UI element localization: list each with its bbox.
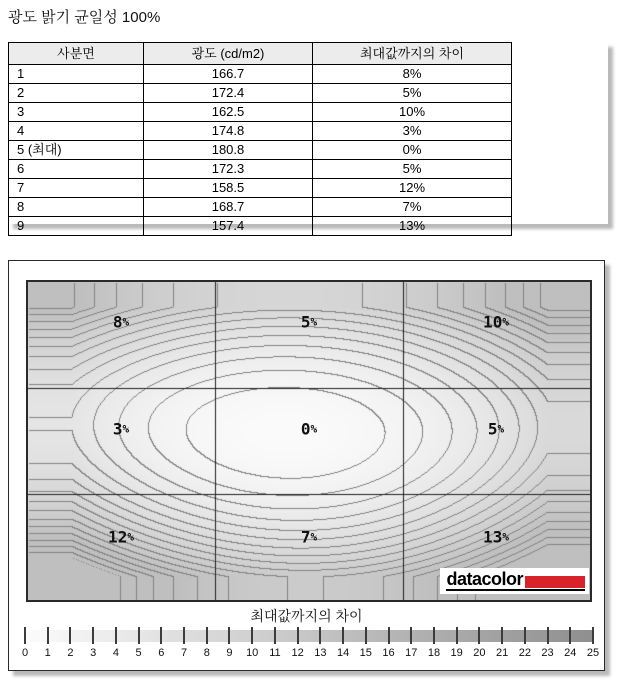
- uniformity-table: [8, 42, 512, 236]
- colorbar-tick-label: 9: [226, 647, 233, 659]
- colorbar-tick-mark: [456, 627, 458, 644]
- table-row: [9, 84, 512, 103]
- colorbar-tick-label: 22: [518, 647, 531, 659]
- luminance-cell: 174.8: [144, 122, 313, 141]
- luminance-cell: 166.7: [144, 65, 313, 84]
- colorbar-ticks: [25, 627, 593, 644]
- uniformity-table-panel: [8, 42, 608, 233]
- table-row: [9, 65, 512, 84]
- colorbar-tick-label: 20: [473, 647, 486, 659]
- colorbar-tick-mark: [138, 627, 140, 644]
- colorbar-tick-label: 19: [450, 647, 463, 659]
- quadrant-cell: 1: [9, 65, 144, 84]
- colorbar-tick-mark: [69, 627, 71, 644]
- colorbar-tick-mark: [524, 627, 526, 644]
- luminance-cell: 158.5: [144, 179, 313, 198]
- colorbar-tick-mark: [388, 627, 390, 644]
- colorbar-tick-label: 4: [112, 647, 119, 659]
- luminance-cell: 162.5: [144, 103, 313, 122]
- delta-cell: 3%: [313, 122, 512, 141]
- colorbar-tick-labels: [21, 647, 600, 660]
- colorbar-tick-label: 24: [564, 647, 577, 659]
- colorbar-tick-label: 10: [246, 647, 259, 659]
- column-header-luminance: 광도 (cd/m2): [144, 43, 313, 65]
- colorbar-tick-mark: [183, 627, 185, 644]
- quadrant-cell: 7: [9, 179, 144, 198]
- column-header-delta: 최대값까지의 차이: [313, 43, 512, 65]
- delta-cell: 10%: [313, 103, 512, 122]
- colorbar-tick-mark: [228, 627, 230, 644]
- table-row: [9, 122, 512, 141]
- colorbar-tick-label: 13: [314, 647, 327, 659]
- page-title: 광도 밝기 균일성 100%: [8, 9, 161, 26]
- contour-label-q9: 13%: [483, 527, 509, 547]
- datacolor-logo-inner: [446, 571, 585, 591]
- colorbar-tick-mark: [410, 627, 412, 644]
- contour-label-q6: 5%: [487, 419, 505, 439]
- colorbar-tick-label: 18: [427, 647, 441, 659]
- table-header-row: [9, 43, 512, 65]
- contour-plot: [26, 280, 592, 602]
- colorbar-tick-label: 15: [359, 647, 372, 659]
- colorbar-tick-label: 8: [203, 647, 210, 659]
- contour-plot-panel: [8, 260, 605, 671]
- colorbar-tick-label: 16: [382, 647, 395, 659]
- colorbar-tick-label: 2: [67, 647, 74, 659]
- colorbar-tick-mark: [433, 627, 435, 644]
- colorbar-tick-label: 14: [336, 647, 350, 659]
- table-row: [9, 103, 512, 122]
- datacolor-logo: [440, 568, 589, 594]
- colorbar-tick-mark: [160, 627, 162, 644]
- colorbar-tick-mark: [592, 627, 594, 644]
- contour-label-q1: 8%: [112, 312, 130, 332]
- table-row: [9, 179, 512, 198]
- table-row: [9, 141, 512, 160]
- quadrant-cell: 6: [9, 160, 144, 179]
- luminance-cell: 172.4: [144, 84, 313, 103]
- colorbar-tick-mark: [115, 627, 117, 644]
- contour-label-q3: 10%: [483, 312, 509, 332]
- colorbar-tick-label: 25: [586, 647, 600, 659]
- colorbar-tick-label: 5: [135, 647, 142, 659]
- table-body: [9, 65, 512, 236]
- luminance-cell: 168.7: [144, 198, 313, 217]
- column-header-quadrant: 사분면: [9, 43, 144, 65]
- colorbar-tick-mark: [297, 627, 299, 644]
- quadrant-cell: 4: [9, 122, 144, 141]
- delta-cell: 12%: [313, 179, 512, 198]
- quadrant-cell: 8: [9, 198, 144, 217]
- contour-label-q7: 12%: [108, 527, 134, 547]
- table-row: [9, 198, 512, 217]
- logo-red-bar-icon: [525, 576, 585, 588]
- delta-cell: 7%: [313, 198, 512, 217]
- colorbar-tick-mark: [547, 627, 549, 644]
- colorbar-tick-label: 11: [269, 647, 281, 659]
- colorbar-tick-mark: [274, 627, 276, 644]
- quadrant-cell: 3: [9, 103, 144, 122]
- delta-cell: 0%: [313, 141, 512, 160]
- colorbar-tick-label: 6: [158, 647, 165, 659]
- quadrant-cell: 2: [9, 84, 144, 103]
- colorbar-tick-mark: [365, 627, 367, 644]
- colorbar-tick-mark: [24, 627, 26, 644]
- table-row: [9, 160, 512, 179]
- luminance-cell: 172.3: [144, 160, 313, 179]
- colorbar-tick-mark: [501, 627, 503, 644]
- colorbar-tick-label: 1: [44, 647, 51, 659]
- datacolor-logo-text: datacolor: [446, 569, 523, 589]
- colorbar-tick-mark: [251, 627, 253, 644]
- colorbar-tick-label: 17: [405, 647, 418, 659]
- quadrant-cell: 9: [9, 217, 144, 236]
- colorbar-tick-mark: [319, 627, 321, 644]
- colorbar-tick-mark: [569, 627, 571, 644]
- colorbar-tick-label: 12: [291, 647, 304, 659]
- colorbar-tick-label: 3: [90, 647, 97, 659]
- colorbar-tick-label: 23: [541, 647, 554, 659]
- colorbar-tick-mark: [206, 627, 208, 644]
- table-row: [9, 217, 512, 236]
- colorbar-tick-mark: [47, 627, 49, 644]
- luminance-cell: 157.4: [144, 217, 313, 236]
- contour-label-q2: 5%: [300, 312, 318, 332]
- colorbar-tick-mark: [92, 627, 94, 644]
- colorbar-tick-mark: [478, 627, 480, 644]
- quadrant-cell: 5 (최대): [9, 141, 144, 160]
- contour-label-q5: 0%: [300, 419, 318, 439]
- contour-label-q4: 3%: [112, 419, 130, 439]
- delta-cell: 13%: [313, 217, 512, 236]
- luminance-cell: 180.8: [144, 141, 313, 160]
- contour-label-q8: 7%: [300, 527, 318, 547]
- colorbar-tick-mark: [342, 627, 344, 644]
- delta-cell: 5%: [313, 84, 512, 103]
- delta-cell: 5%: [313, 160, 512, 179]
- colorbar-tick-label: 7: [180, 647, 188, 659]
- colorbar-tick-label: 21: [495, 647, 509, 659]
- colorbar-title: 최대값까지의 차이: [250, 608, 363, 624]
- colorbar-tick-label: 0: [21, 647, 29, 659]
- delta-cell: 8%: [313, 65, 512, 84]
